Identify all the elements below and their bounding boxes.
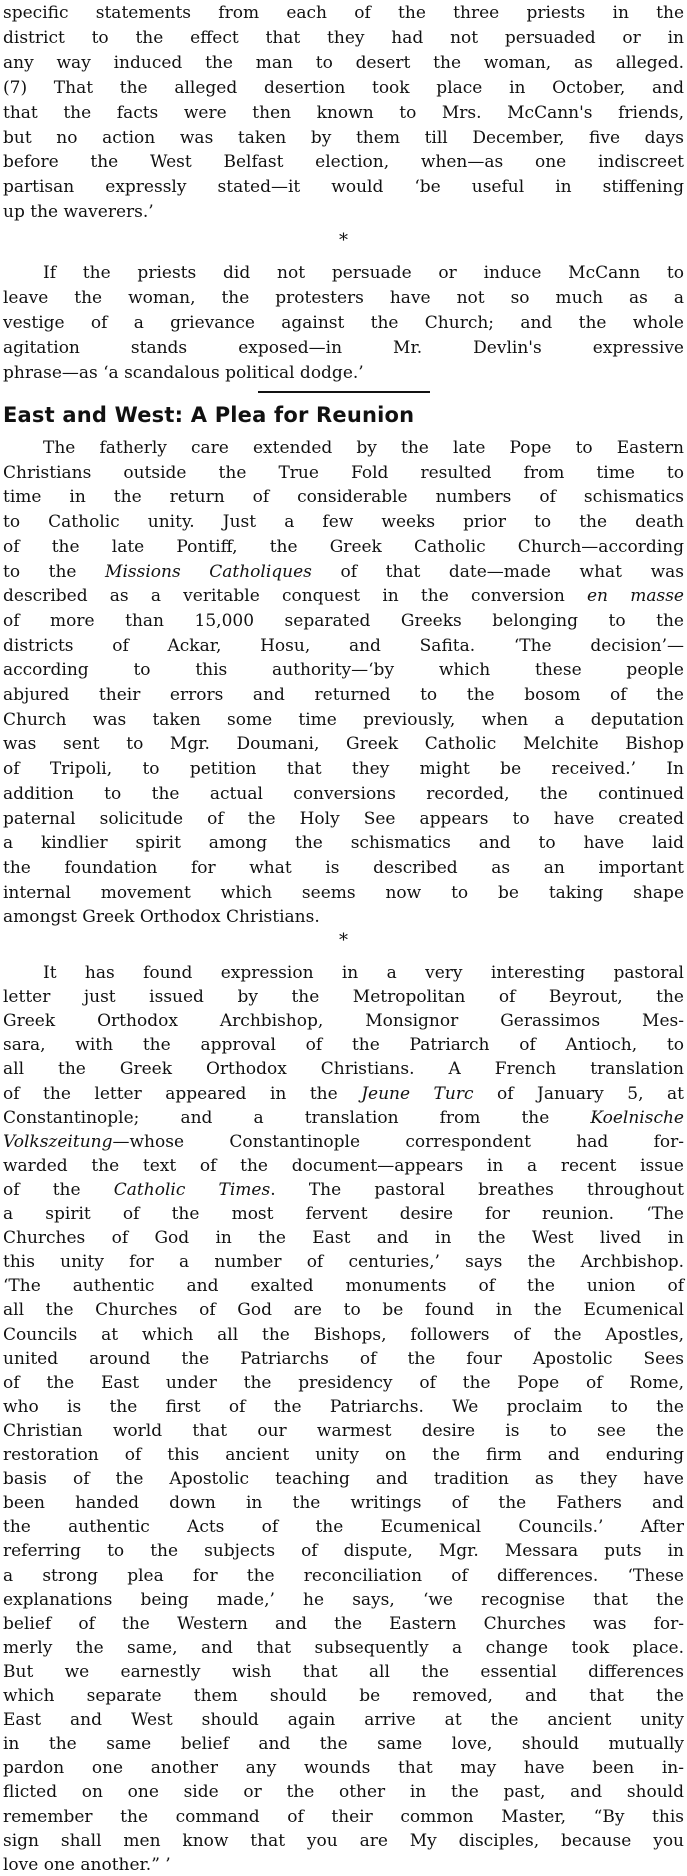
text-line: remember the command of their common Master, “By this [3, 1806, 684, 1827]
text-line: sara, with the approval of the Patriarch of Antioch, to [3, 1035, 684, 1056]
text-line: flicted on one side or the other in the past, and should [3, 1782, 684, 1803]
text-line: districts of Ackar, Hosu, and Safita. ‘The decision’— [3, 635, 684, 656]
text-line: the authentic Acts of the Ecumenical Councils.’ After [3, 1517, 684, 1538]
text-line: Churches of God in the East and in the West lived in [3, 1228, 684, 1249]
text-line: of more than 15,000 separated Greeks belonging to the [3, 610, 684, 631]
text-line: explanations being made,’ he says, ‘we recognise that the [3, 1589, 684, 1610]
text-line: Church was taken some time previously, when a deputation [3, 709, 684, 730]
text-line: Greek Orthodox Archbishop, Monsignor Gerassimos Mes- [3, 1011, 684, 1032]
text-line: specific statements from each of the three priests in the [3, 3, 684, 23]
text-line: phrase—as ‘a scandalous political dodge.’ [3, 362, 364, 383]
text-line: belief of the Western and the Eastern Churches was for- [3, 1613, 684, 1634]
text-line: was sent to Mgr. Doumani, Greek Catholic Melchite Bishop [3, 734, 684, 755]
text-line: It has found expression in a very interesting pastoral [43, 963, 684, 983]
text-line: amongst Greek Orthodox Christians. [3, 907, 320, 928]
text-line: the foundation for what is described as an important [3, 857, 684, 878]
section-separator-asterisk: * [339, 930, 348, 951]
text-line: a kindlier spirit among the schismatics and to have laid [3, 833, 684, 854]
text-line: according to this authority—‘by which these people [3, 660, 684, 681]
text-line: But we earnestly wish that all the essential differences [3, 1661, 684, 1682]
text-line: partisan expressly stated—it would ‘be useful in stiffening [3, 177, 684, 198]
text-line: Councils at which all the Bishops, followers of the Apostles, [3, 1324, 684, 1345]
text-line: to Catholic unity. Just a few weeks prior to the death [3, 512, 684, 533]
text-line: this unity for a number of centuries,’ says the Archbishop. [3, 1252, 684, 1273]
text-line: of the letter appeared in the Jeune Turc of January 5, at [3, 1083, 684, 1104]
text-line: Constantinople; and a translation from the Koelnische [3, 1107, 684, 1128]
text-line: restoration of this ancient unity on the firm and enduring [3, 1445, 684, 1465]
text-line: internal movement which seems now to be taking shape [3, 882, 684, 903]
text-line: to the Missions Catholiques of that date—made what was [3, 561, 684, 582]
text-line: warded the text of the document—appears in a recent issue [3, 1155, 684, 1176]
text-line: who is the first of the Patriarchs. We proclaim to the [3, 1396, 684, 1417]
text-line: agitation stands exposed—in Mr. Devlin's expressive [3, 337, 684, 358]
text-line: ‘The authentic and exalted monuments of the union of [3, 1276, 684, 1297]
text-line: Christian world that our warmest desire is to see the [3, 1420, 684, 1441]
text-line: of Tripoli, to petition that they might be received.’ In [3, 759, 684, 780]
text-line: abjured their errors and returned to the bosom of the [3, 685, 684, 705]
text-line: paternal solicitude of the Holy See appears to have created [3, 808, 684, 829]
text-line: a strong plea for the reconciliation of differences. ‘These [3, 1565, 684, 1586]
text-line: leave the woman, the protesters have not so much as a [3, 287, 684, 308]
text-line: in the same belief and the same love, should mutually [3, 1734, 684, 1755]
text-line: been handed down in the writings of the Fathers and [3, 1493, 684, 1514]
text-line: before the West Belfast election, when—as one indiscreet [3, 152, 684, 173]
text-line: district to the effect that they had not persuaded or in [3, 27, 684, 48]
text-line: all the Churches of God are to be found in the Ecumenical [3, 1300, 684, 1321]
text-line: The fatherly care extended by the late Pope to Eastern [43, 438, 684, 458]
text-line: of the Catholic Times. The pastoral breathes throughout [3, 1179, 684, 1200]
heading-rule [258, 391, 430, 393]
text-line: letter just issued by the Metropolitan of Beyrout, the [3, 987, 684, 1008]
text-line: If the priests did not persuade or induce McCann to [43, 263, 684, 283]
text-line: of the late Pontiff, the Greek Catholic Church—according [3, 536, 684, 557]
text-line: that the facts were then known to Mrs. McCann's friends, [3, 102, 684, 123]
text-line: referring to the subjects of dispute, Mgr. Messara puts in [3, 1541, 684, 1562]
text-line: Volkszeitung—whose Constantinople correspondent had for- [3, 1131, 684, 1152]
article-heading: East and West: A Plea for Reunion [3, 403, 415, 427]
text-line: time in the return of considerable numbers of schismatics [3, 487, 684, 508]
text-line: all the Greek Orthodox Christians. A French translation [3, 1059, 684, 1080]
text-line: basis of the Apostolic teaching and tradition as they have [3, 1469, 684, 1490]
text-line: merly the same, and that subsequently a change took place. [3, 1637, 684, 1658]
text-line: East and West should again arrive at the ancient unity [3, 1710, 684, 1731]
text-line: pardon one another any wounds that may have been in- [3, 1758, 684, 1779]
text-line: up the waverers.’ [3, 202, 154, 223]
text-line: vestige of a grievance against the Church; and the whole [3, 312, 684, 333]
text-line: Christians outside the True Fold resulted from time to [3, 462, 684, 483]
text-line: described as a veritable conquest in the conversion en masse [3, 586, 684, 607]
text-line: love one another.” ’ [3, 1854, 171, 1875]
text-line: a spirit of the most fervent desire for reunion. ‘The [3, 1204, 684, 1224]
text-line: united around the Patriarchs of the four Apostolic Sees [3, 1348, 684, 1369]
section-separator-asterisk: * [339, 230, 348, 251]
text-line: of the East under the presidency of the Pope of Rome, [3, 1372, 684, 1393]
text-line: any way induced the man to desert the woman, as alleged. [3, 52, 684, 73]
text-line: addition to the actual conversions recorded, the continued [3, 783, 684, 804]
text-line: which separate them should be removed, and that the [3, 1686, 684, 1706]
text-line: but no action was taken by them till December, five days [3, 127, 684, 148]
text-line: (7) That the alleged desertion took place in October, and [3, 77, 684, 98]
text-line: sign shall men know that you are My disciples, because you [3, 1830, 684, 1851]
